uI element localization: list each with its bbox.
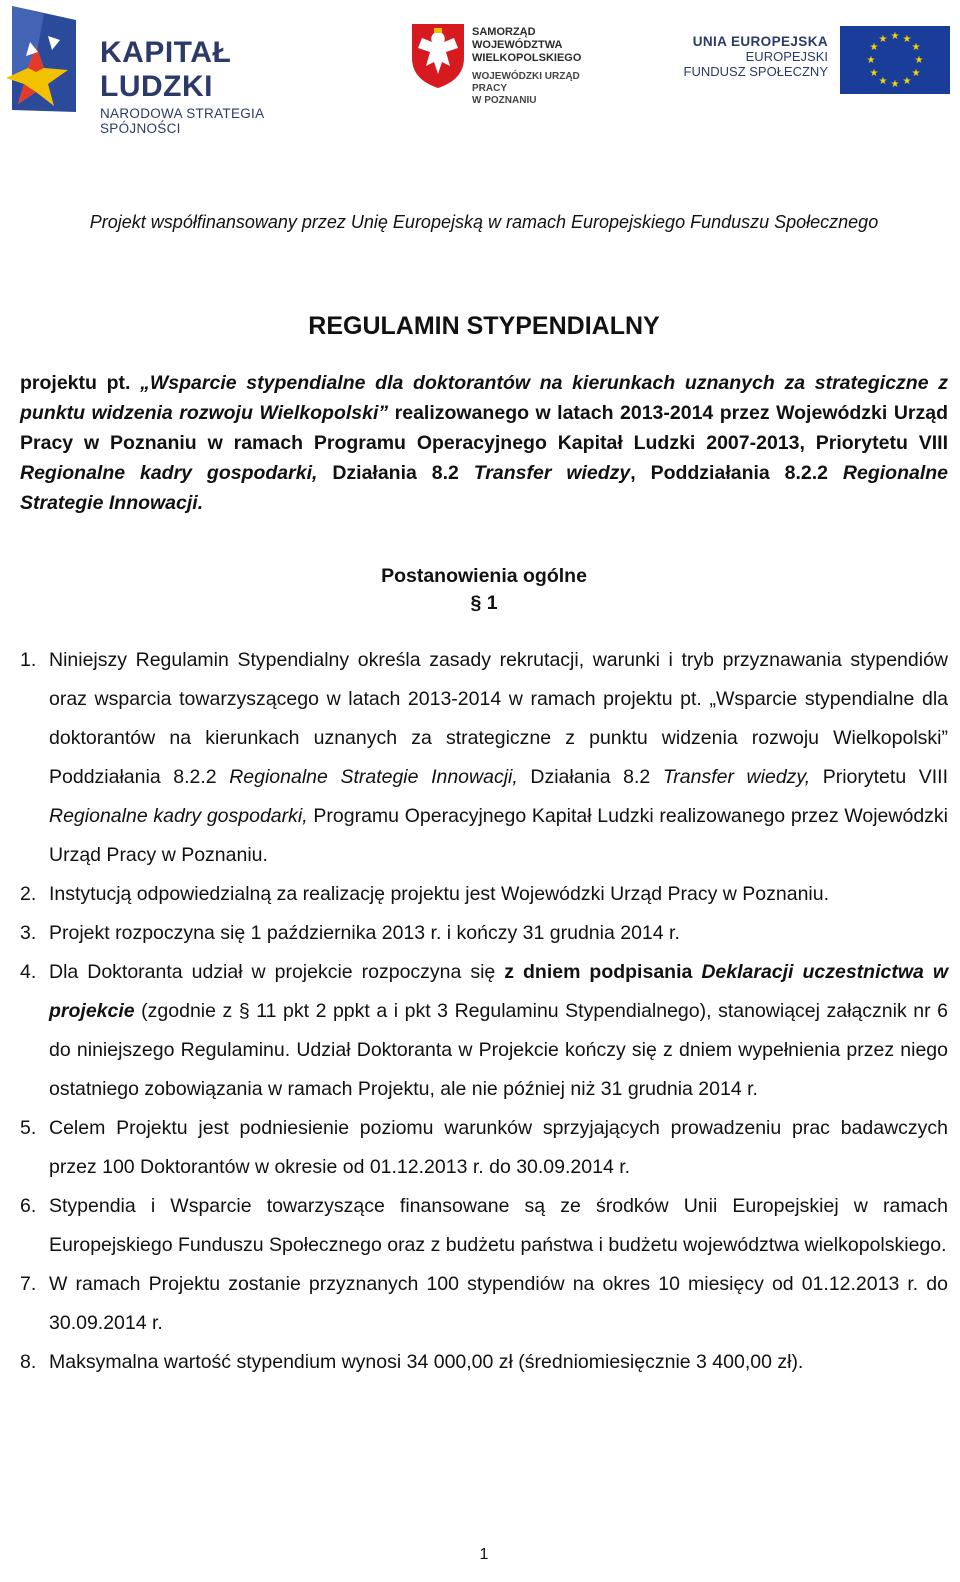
svg-text:★: ★ xyxy=(902,76,912,87)
intro-project-name: „Wsparcie stypendialne dla doktorantów na kierunkach uznanych za strategiczne z punktu widzenia rozwoju Wielkopolski” xyxy=(20,372,948,424)
svg-text:★: ★ xyxy=(890,31,900,42)
list-item-number: 3. xyxy=(20,922,37,944)
intro-action-name: Transfer wiedzy xyxy=(473,462,631,484)
list-item-text: Projekt rozpoczyna się 1 października 2013 r. i kończy 31 grudnia 2014 r. xyxy=(49,922,680,944)
list-item-number: 6. xyxy=(20,1195,37,1217)
wup-name-line2: W POZNANIU xyxy=(472,95,537,106)
list-item-text: (zgodnie z § 11 pkt 2 ppkt a i pkt 3 Regulaminu Stypendialnego), stanowiącej załącznik nr 6 do niniejszego Regulaminu. Udział Doktoranta w Projekcie kończy się z dniem wypełnienia przez niego ostatniego zobowiązania w ramach Projektu, ale nie później niż 31 grudnia 2014 r. xyxy=(49,1000,948,1100)
efs-name-line2: FUNDUSZ SPOŁECZNY xyxy=(683,64,828,79)
list-item-text: Programu Operacyjnego Kapitał Ludzki realizowanego przez Wojewódzki Urząd Pracy w Poznaniu. xyxy=(49,805,948,866)
eu-name: UNIA EUROPEJSKA xyxy=(692,34,828,49)
list-item-text: Działania 8.2 xyxy=(517,766,663,788)
list-item xyxy=(20,1265,948,1343)
list-item-text: W ramach Projektu zostanie przyznanych 100 stypendiów na okres 10 miesięcy od 01.12.2013 r. do 30.09.2014 r. xyxy=(49,1273,948,1334)
list-item-text: Deklaracji uczestnictwa w projekcie xyxy=(49,961,948,1022)
list-item-number: 7. xyxy=(20,1273,37,1295)
cofinancing-note: Projekt współfinansowany przez Unię Europejską w ramach Europejskiego Funduszu Społecznego xyxy=(89,212,879,232)
svg-text:★: ★ xyxy=(878,34,888,45)
intro-text: realizowanego w latach 2013-2014 przez Wojewódzki Urząd Pracy w Poznaniu w ramach Programu Operacyjnego Kapitał Ludzki 2007-2013, Priorytetu VIII xyxy=(20,402,948,454)
svg-text:★: ★ xyxy=(911,68,921,79)
section-header xyxy=(0,563,960,617)
list-item xyxy=(20,1187,948,1265)
svg-text:★: ★ xyxy=(869,68,879,79)
list-item-number: 1. xyxy=(20,649,37,671)
list-item xyxy=(20,641,948,875)
wielkopolska-logo xyxy=(410,22,610,106)
list-item-text: Maksymalna wartość stypendium wynosi 34 000,00 zł (średniomiesięcznie 3 400,00 zł). xyxy=(49,1351,804,1373)
svg-text:★: ★ xyxy=(902,34,912,45)
list-item-text: Priorytetu VIII xyxy=(810,766,948,788)
eu-flag-icon xyxy=(840,26,950,94)
list-item-number: 4. xyxy=(20,961,37,983)
intro-text: Działania 8.2 xyxy=(317,462,474,484)
header-logos xyxy=(0,0,960,136)
kapital-ludzki-subtitle: NARODOWA STRATEGIA SPÓJNOŚCI xyxy=(100,106,264,136)
intro-subaction-name: Regionalne Strategie Innowacji. xyxy=(20,462,949,514)
svg-text:★: ★ xyxy=(866,55,876,66)
wlkp-name-line2: WIELKOPOLSKIEGO xyxy=(472,52,582,64)
list-item-text: z dniem podpisania xyxy=(504,961,702,983)
list-item-text: Regionalne kadry gospodarki, xyxy=(49,805,308,827)
list-item-number: 8. xyxy=(20,1351,37,1373)
svg-text:★: ★ xyxy=(911,42,921,53)
list-item-text: Transfer wiedzy, xyxy=(662,766,811,788)
kapital-ludzki-title: KAPITAŁ LUDZKI xyxy=(100,36,232,103)
section-paragraph-number: § 1 xyxy=(470,592,498,614)
intro-paragraph xyxy=(20,368,948,518)
intro-text: projektu pt. xyxy=(20,372,141,394)
intro-priority-name: Regionalne kadry gospodarki, xyxy=(20,462,318,484)
document-title: REGULAMIN STYPENDIALNY xyxy=(308,312,660,340)
wlkp-name-line1: SAMORZĄD WOJEWÓDZTWA xyxy=(472,26,563,51)
list-item xyxy=(20,914,948,953)
list-item xyxy=(20,1343,948,1382)
svg-text:★: ★ xyxy=(869,42,879,53)
svg-text:★: ★ xyxy=(890,79,900,90)
list-item-text: Celem Projektu jest podniesienie poziomu warunków sprzyjających prowadzeniu prac badawczych przez 100 Doktorantów w okresie od 01.12.2013 r. do 30.09.2014 r. xyxy=(49,1117,948,1178)
wup-name-line1: WOJEWÓDZKI URZĄD PRACY xyxy=(472,71,580,94)
list-item-text: Dla Doktoranta udział w projekcie rozpoczyna się xyxy=(49,961,505,983)
list-item-text: Instytucją odpowiedzialną za realizację projektu jest Wojewódzki Urząd Pracy w Poznaniu. xyxy=(49,883,830,905)
list-item-number: 5. xyxy=(20,1117,37,1139)
efs-name-line1: EUROPEJSKI xyxy=(745,49,828,64)
numbered-list xyxy=(20,641,948,1382)
kapital-ludzki-star-icon xyxy=(4,6,76,112)
kapital-ludzki-logo xyxy=(4,6,344,136)
list-item-text: Stypendia i Wsparcie towarzyszące finansowane są ze środków Unii Europejskiej w ramach Europejskiego Funduszu Społecznego oraz z budżetu państwa i budżetu województwa wielkopolskiego. xyxy=(49,1195,948,1256)
list-item-text: Regionalne Strategie Innowacji, xyxy=(229,766,518,788)
list-item xyxy=(20,875,948,914)
intro-text: , Poddziałania 8.2.2 xyxy=(630,462,843,484)
list-item xyxy=(20,1109,948,1187)
eagle-coat-of-arms-icon xyxy=(410,22,466,88)
list-item xyxy=(20,953,948,1109)
page-number: 1 xyxy=(479,1546,489,1563)
eu-efs-logo xyxy=(674,26,956,96)
svg-text:★: ★ xyxy=(878,76,888,87)
list-item-number: 2. xyxy=(20,883,37,905)
section-heading: Postanowienia ogólne xyxy=(381,565,587,587)
svg-text:★: ★ xyxy=(914,55,924,66)
list-item-text: Niniejszy Regulamin Stypendialny określa zasady rekrutacji, warunki i tryb przyznawania stypendiów oraz wsparcia towarzyszącego w latach 2013-2014 w ramach projektu pt. „Wsparcie stypendialne dla doktorantów na kierunkach uznanych za strategiczne z punktu widzenia rozwoju Wielkopolski” Poddziałania 8.2.2 xyxy=(49,649,948,788)
